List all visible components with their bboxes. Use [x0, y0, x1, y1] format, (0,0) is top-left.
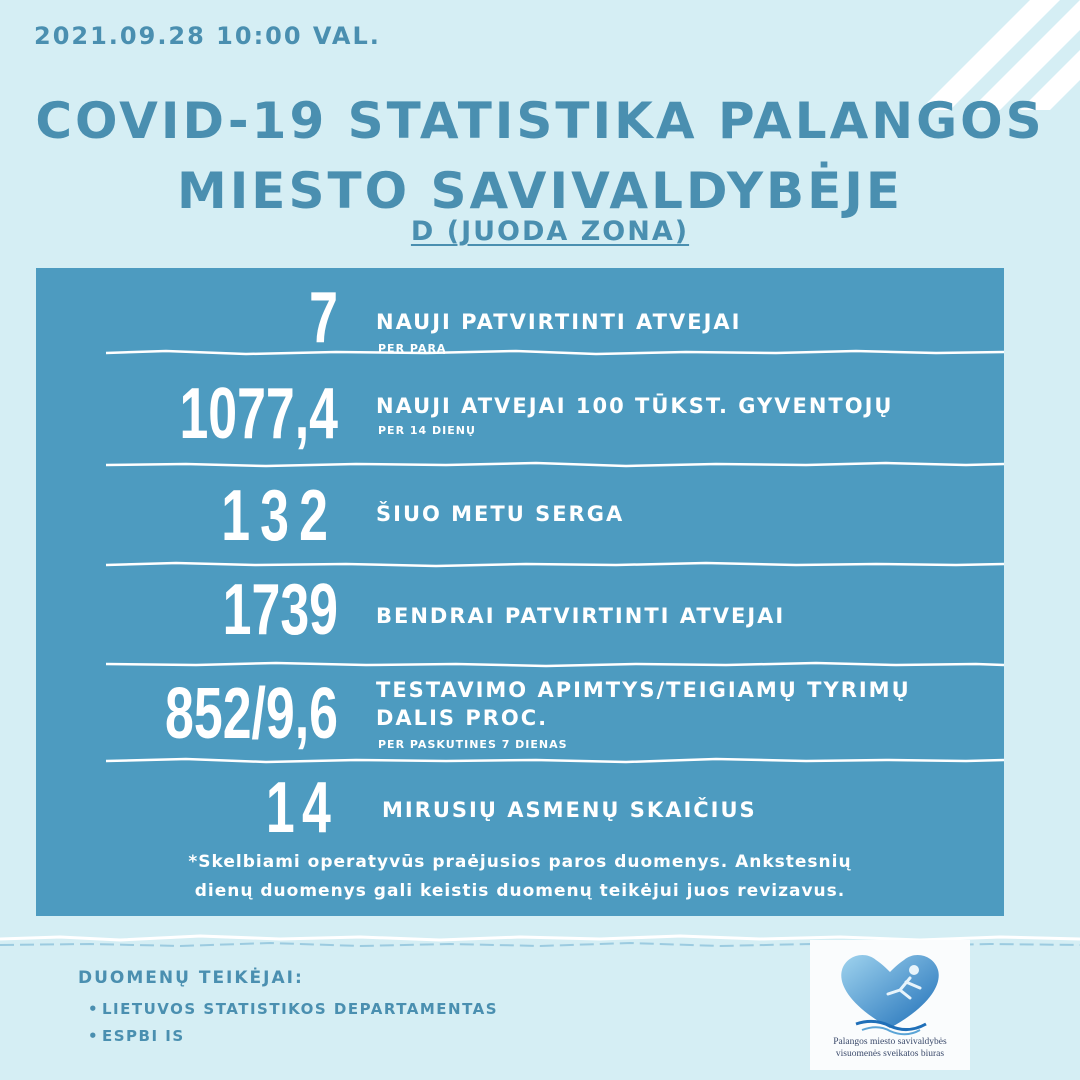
stat-value: 852/9,6 [165, 674, 338, 754]
stat-label: NAUJI ATVEJAI 100 TŪKST. GYVENTOJŲ [376, 394, 894, 418]
provider-name: LIETUVOS STATISTIKOS DEPARTAMENTAS [102, 1000, 499, 1018]
stat-sublabel: PER PASKUTINES 7 DIENAS [378, 738, 568, 751]
stat-value: 132 [221, 476, 338, 556]
title-line-2: MIESTO SAVIVALDYBĖJE [176, 162, 904, 220]
statistics-panel [36, 268, 1004, 916]
organization-logo [810, 940, 970, 1070]
row-divider [36, 756, 1004, 766]
stat-value: 14 [265, 768, 338, 848]
stat-value: 1739 [222, 570, 338, 650]
stat-label: BENDRAI PATVIRTINTI ATVEJAI [376, 604, 786, 628]
note-line-1: *Skelbiami operatyvūs praėjusios paros duomenys. Ankstesnių [188, 852, 852, 872]
stat-label-line-1: TESTAVIMO APIMTYS/TEIGIAMŲ TYRIMŲ [376, 678, 911, 702]
stat-value: 7 [309, 278, 338, 358]
stat-label: ŠIUO METU SERGA [376, 502, 625, 526]
heart-runner-icon [810, 940, 970, 1036]
zone-subtitle: D (JUODA ZONA) [410, 216, 690, 247]
bullet-icon: • [88, 1000, 100, 1018]
provider-name: ESPBI IS [102, 1027, 185, 1045]
stat-sublabel: PER 14 DIENŲ [378, 424, 476, 437]
providers-list [88, 996, 498, 1050]
row-divider [36, 348, 1004, 358]
providers-title: DUOMENŲ TEIKĖJAI: [78, 968, 304, 988]
stat-value: 1077,4 [179, 374, 338, 454]
logo-caption-line-2: visuomenės sveikatos biuras [835, 1049, 945, 1059]
stat-label-line-2: DALIS PROC. [376, 706, 549, 730]
stat-label [376, 676, 996, 732]
stat-sublabel: PER PARĄ [378, 342, 447, 355]
date-time: 2021.09.28 10:00 VAL. [34, 22, 381, 50]
stat-label: MIRUSIŲ ASMENŲ SKAIČIUS [382, 798, 757, 822]
row-divider [36, 560, 1004, 570]
list-item [88, 1023, 498, 1050]
note-line-2: dienų duomenys gali keistis duomenų teikėjui juos revizavus. [194, 881, 846, 901]
logo-caption-line-1: Palangos miesto savivaldybės [833, 1037, 947, 1047]
title-line-1: COVID-19 STATISTIKA PALANGOS [35, 92, 1045, 150]
row-divider [36, 660, 1004, 670]
list-item [88, 996, 498, 1023]
logo-caption [810, 1036, 970, 1060]
row-divider [36, 460, 1004, 470]
disclaimer-note [36, 848, 1004, 906]
page-title [0, 86, 1080, 226]
bullet-icon: • [88, 1027, 100, 1045]
stat-label: NAUJI PATVIRTINTI ATVEJAI [376, 310, 742, 334]
